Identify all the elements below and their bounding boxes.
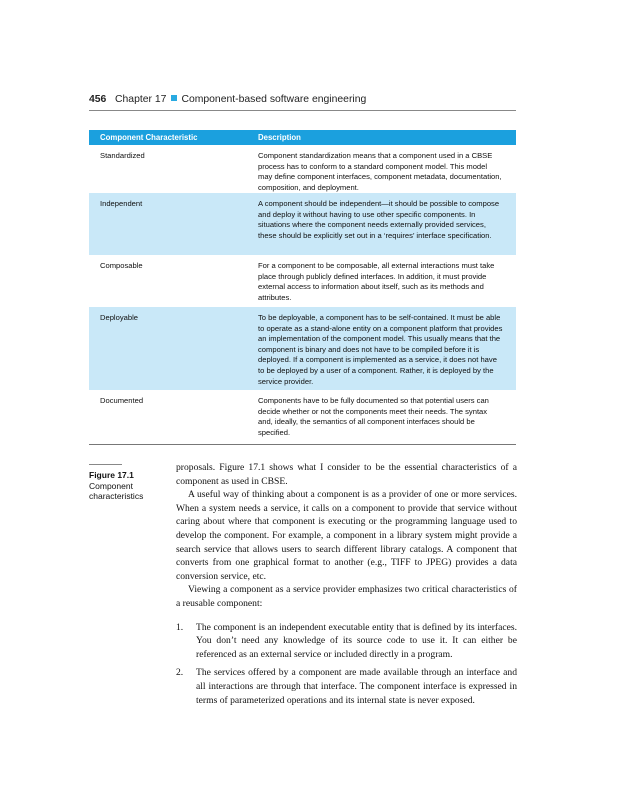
chapter-title: Component-based software engineering: [181, 94, 367, 105]
table-row: [89, 307, 516, 390]
row-name: Composable: [100, 261, 143, 270]
row-description: Component standardization means that a component used in a CBSE process has to conform to a standard component model. This model may define component interfaces, component metadata, documentation, composition, and deployment.: [258, 151, 502, 192]
list-number: 2.: [176, 667, 184, 679]
table-row: [89, 145, 516, 193]
list-item-text: The component is an independent executable entity that is defined by its interfaces. You don’t need any knowledge of its source code to use it. It can either be referenced as an external service or included directly in a program.: [196, 621, 517, 660]
paragraph: A useful way of thinking about a component is as a provider of one or more services. When a system needs a service, it calls on a component to provide that service without caring about where that component is executing or the programming language used to develop the component. For example, a component in a library system might provide a search service that allows users to search different library catalogs. A component that converts from one graphical format to another (e.g., TIFF to JPEG) provides a data conversion service, etc.: [176, 489, 517, 582]
row-description: To be deployable, a component has to be self-contained. It must be able to operate as a stand-alone entity on a component platform that provides an implementation of the component model. This usually means that the component is binary and does not have to be compiled before it is deployed. If a component is implemented as a service, it does not have to be deployed by a user of a component. Rather, it is deployed by the service provider.: [258, 313, 503, 386]
paragraph: proposals. Figure 17.1 shows what I consider to be the essential characteristics of a component as used in CBSE.: [176, 462, 517, 487]
column-header-description: Description: [258, 133, 301, 142]
paragraph: Viewing a component as a service provider emphasizes two critical characteristics of a reusable component:: [176, 584, 517, 609]
header-separator-square: [171, 95, 177, 101]
chapter-label: Chapter 17: [115, 94, 167, 105]
figure-rule: [89, 464, 122, 465]
row-description: Components have to be fully documented so that potential users can decide whether or not the components meet their needs. The syntax and, ideally, the semantics of all component interfaces should be specified.: [258, 396, 489, 437]
figure-caption: [89, 470, 169, 502]
characteristics-table: [89, 130, 516, 445]
body-text: [176, 461, 517, 712]
header-rule: [89, 110, 516, 111]
table-bottom-rule: [89, 444, 516, 445]
row-name: Documented: [100, 396, 144, 405]
list-number: 1.: [176, 621, 184, 633]
list-item-text: The services offered by a component are made available through an interface and all interactions are through that interface. The component interface is expressed in terms of parameterized operations and its internal state is never exposed.: [196, 667, 517, 706]
row-description: A component should be independent—it should be possible to compose and deploy it without having to use other specific components. In situations where the component needs externally provided services, these should be explicitly set out in a ‘requires’ interface specification.: [258, 199, 500, 240]
list-item: [176, 666, 517, 707]
numbered-list: [176, 621, 517, 708]
table-row: [89, 390, 516, 444]
table-header: [89, 130, 516, 145]
row-description: For a component to be composable, all external interactions must take place through publicly defined interfaces. In addition, it must provide external access to information about itself, such as its methods and attributes.: [258, 261, 495, 302]
table-row: [89, 193, 516, 255]
figure-label: Figure 17.1: [89, 470, 134, 480]
list-item: [176, 621, 517, 662]
running-header: [89, 94, 516, 110]
table-row: [89, 255, 516, 307]
column-header-characteristic: Component Characteristic: [100, 133, 198, 142]
figure-caption-text: Component characteristics: [89, 480, 144, 502]
row-name: Standardized: [100, 151, 145, 160]
row-name: Independent: [100, 199, 143, 208]
page-number: 456: [89, 94, 107, 105]
row-name: Deployable: [100, 313, 138, 322]
